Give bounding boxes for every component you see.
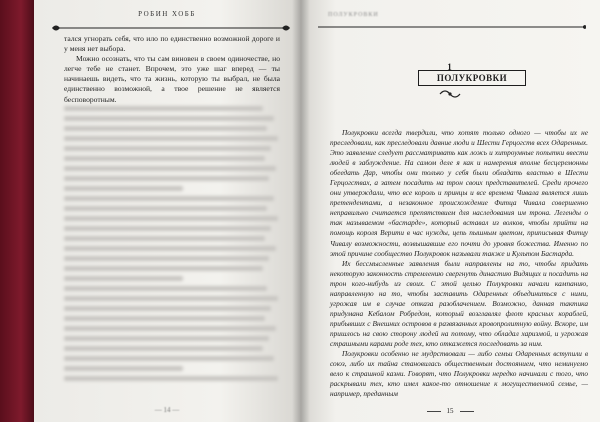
leaf-ornament-icon bbox=[300, 88, 600, 100]
blurred-text-line bbox=[64, 346, 263, 351]
left-page-number: — 14 — bbox=[154, 406, 180, 414]
blurred-text-line bbox=[64, 236, 265, 241]
blurred-text-line bbox=[64, 256, 269, 261]
left-body-text bbox=[64, 34, 280, 105]
book-gutter-shadow bbox=[292, 0, 310, 422]
paragraph: Полукровки особенно не мудрствовали — либо семьи Одаренных вступили в союз, либо их тайна становилась общественным достоянием, что неминуемо вело к страшной казни. Говорят, что Полукровки нередко начинали с того, что раскрывали тех, кто имел какое-то отношение к могущественной семье, — например, преданным bbox=[330, 349, 588, 399]
book-cover-edge bbox=[0, 0, 38, 422]
right-running-head: ПОЛУКРОВКИ bbox=[328, 12, 379, 18]
blurred-text-line bbox=[64, 156, 265, 161]
blurred-text-block bbox=[64, 101, 280, 386]
blurred-text-line bbox=[64, 246, 276, 251]
blurred-text-line bbox=[64, 206, 267, 211]
paragraph: Можно осознать, что ты сам виновен в своем одиночестве, но легче тебе не станет. Впрочем, это уже шаг вперед — ты начинаешь видеть, что та жизнь, которую ты выбрал, не была единственно возможной, а твое решение не является бесповоротным. bbox=[64, 54, 280, 104]
blurred-text-line bbox=[64, 126, 267, 131]
paragraph: Полукровки всегда твердили, что хотят только одного — чтобы их не преследовали, как преследовали давние люди и Шести Герцогств всех Одаренных. Это заявление следует рассматривать как ложь и хитроумные попытки ввести людей в заблуждение. На самом деле я как и намерения вполне бесцеремонны обеедать Дар, чтобы они только у себя были обладать властью в Шести Герцогствах, а затем посадить на трон своих представителей. Среди прочего они утверждали, что все король и принцы и все времена Чивала является лишь претендентами, а незаконное происхождение Фитца Чивала совершенно неправильно считается препятствием для наследования им трона. Легенды о так называемом «бастарде», который вставал из волков, чтобы прийти на помощь короля Верити в час нужды, цепь пышным цветом, приписывая Фитцу Чивалу возможности, возвышавшие его почти до уровня божества. Именно по этой причине сообщество Полукровок называли также и Культом Бастарда. bbox=[330, 128, 588, 258]
blurred-text-line bbox=[64, 336, 269, 341]
blurred-text-line bbox=[64, 266, 263, 271]
blurred-text-line bbox=[64, 116, 274, 121]
blurred-text-line bbox=[64, 176, 269, 181]
blurred-text-line bbox=[64, 286, 267, 291]
blurred-text-line bbox=[64, 326, 276, 331]
running-head-rule bbox=[314, 22, 586, 32]
left-running-head: РОБИН ХОББ bbox=[138, 10, 196, 18]
paragraph: Их бессмысленные заявления были направлены на то, чтобы придать некоторую законность стремлению свергнуть династию Видящих и посадить на трон кого-нибудь из своих. С этой целью Полукровки начали кампанию, направленную на то, чтобы заставить Одаренных объединиться с ними, угрожая им в случае отказа разоблачением. Возможно, данная тактика придумана Кебалом Робредом, который возглавлял флот красных кораблей, прибывших с Внешних островов в развязанных кровопролитную войну. Вскоре, им пришлось на свою сторону людей на потому, что обладал харизмой, и угрожая страшными карами роде тех, кто откажется последовать за ним. bbox=[330, 258, 588, 348]
page-number-text: 15 bbox=[446, 407, 454, 415]
blurred-text-line bbox=[64, 356, 274, 361]
blurred-text-line bbox=[64, 306, 271, 311]
right-page bbox=[300, 0, 600, 422]
blurred-text-line bbox=[64, 366, 183, 371]
left-page bbox=[34, 0, 300, 422]
blurred-text-line bbox=[64, 166, 276, 171]
blurred-text-line bbox=[64, 196, 274, 201]
blurred-text-line bbox=[64, 146, 271, 151]
blurred-text-line bbox=[64, 276, 183, 281]
blurred-text-line bbox=[64, 136, 278, 141]
running-head-rule bbox=[52, 22, 290, 34]
blurred-text-line bbox=[64, 106, 263, 111]
chapter-number: 1 bbox=[447, 62, 453, 72]
blurred-text-line bbox=[64, 316, 265, 321]
blurred-text-line bbox=[64, 186, 183, 191]
blurred-text-line bbox=[64, 296, 278, 301]
blurred-text-line bbox=[64, 226, 271, 231]
right-page-number bbox=[300, 407, 600, 415]
blurred-text-line bbox=[64, 216, 278, 221]
right-body-text bbox=[330, 128, 588, 399]
blurred-text-line bbox=[64, 376, 278, 381]
chapter-title: ПОЛУКРОВКИ bbox=[418, 70, 526, 86]
paragraph: тался угнорать себя, что ило по единственно возможной дороге и у меня нет выбора. bbox=[64, 34, 280, 54]
